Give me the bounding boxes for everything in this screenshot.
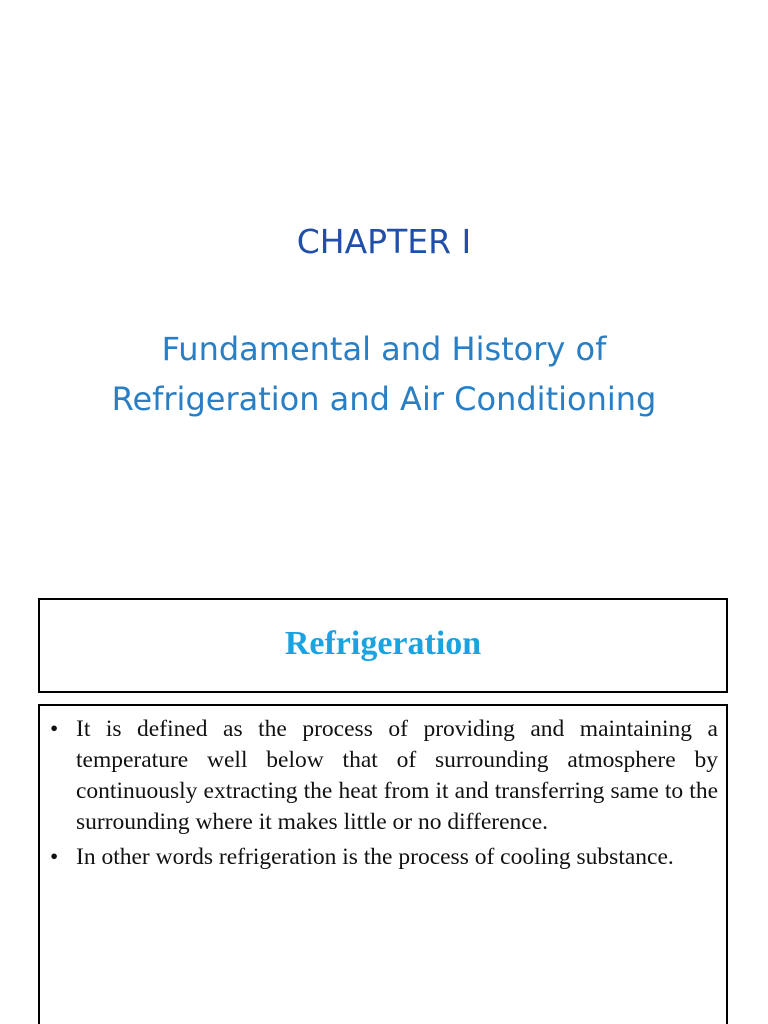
- section-heading: Refrigeration: [284, 625, 482, 662]
- section-heading-box: [38, 598, 728, 693]
- list-item: [50, 842, 718, 873]
- bullet-text: In other words refrigeration is the process of cooling substance.: [76, 844, 674, 870]
- subtitle-line-2: Refrigeration and Air Conditioning: [111, 380, 657, 418]
- list-item: [50, 714, 718, 838]
- chapter-title: CHAPTER I: [296, 222, 472, 261]
- chapter-subtitle: [0, 324, 768, 424]
- bullet-icon: •: [50, 716, 59, 742]
- bullet-list: [40, 706, 726, 873]
- section-content-box: [38, 704, 728, 1024]
- bullet-text: It is defined as the process of providing and maintaining a temperature well below that of surrounding atmosphere by continuously extracting the heat from it and transferring same to the surrounding where it makes little or no difference.: [76, 716, 718, 835]
- subtitle-line-1: Fundamental and History of: [161, 330, 607, 368]
- bullet-icon: •: [50, 844, 59, 870]
